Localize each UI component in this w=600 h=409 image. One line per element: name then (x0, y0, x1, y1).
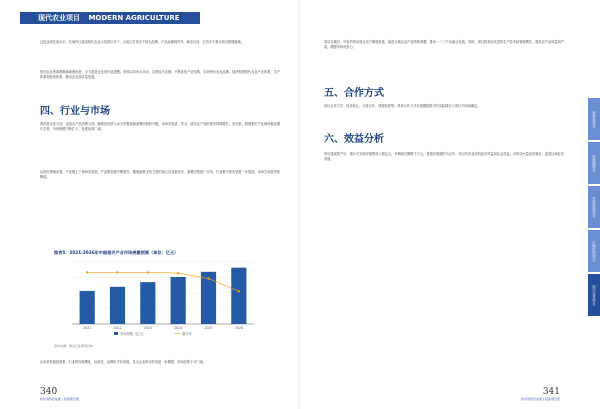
paragraph: 我国是农业大国，也是农产品消费大国。随着居民收入水平的提高和消费结构的升级，市场对优质、安全、绿色农产品的需求持续增长。近年来，我国相关产业保持稳定增长态势，市场规模不断扩大，发展前景广阔。 (40, 122, 280, 131)
section-title: 四、行业与市场 (40, 106, 110, 117)
chart-x-tick: 2025 (204, 326, 213, 330)
chart-x-tick: 2024 (174, 326, 183, 330)
chart-svg (54, 252, 280, 342)
chart-source: 资料来源：相关行业研究机构 (54, 344, 94, 348)
side-tabs (588, 98, 600, 318)
chart-rate-point (177, 272, 179, 274)
chart-rate-point (147, 271, 149, 273)
market-chart (54, 250, 280, 348)
paragraph: 依托农业资源禀赋和地理优势，全力推进农业现代化进程。坚持以市场为导向、以科技为支撑，不断优化产业结构，打造特色农业品牌。加快构建现代农业产业体系、生产体系和经营体系，推动农业高质量发展。 (40, 70, 280, 79)
paragraph: 项目建成投产后，预计可实现年销售收入数亿元，年利润总额数千万元，投资回收期约为五年。项目具有良好的经济效益和社会效益，可带动大量农民就业，促进区域经济发展。 (324, 152, 564, 161)
right-page (300, 0, 600, 409)
chart-legend-label: 增长率 (182, 332, 192, 336)
chart-rate-point (238, 290, 240, 292)
footer-right (521, 387, 560, 401)
side-tab[interactable]: 先进装备项目 (588, 186, 600, 228)
chart-bar (171, 277, 186, 324)
chart-legend-swatch (114, 332, 118, 335)
chart-x-tick: 2023 (143, 326, 152, 330)
footer-left (40, 387, 79, 401)
side-tab[interactable]: 新材料项目 (588, 98, 600, 140)
chart-x-tick: 2026 (234, 326, 243, 330)
paragraph: 从未来发展趋势看，行业将向规模化、标准化、品牌化方向发展，龙头企业带动作用进一步增强，市场前景十分广阔。 (40, 360, 206, 364)
page-number: 341 (542, 387, 560, 397)
chart-rate-point (86, 271, 88, 273)
side-tab[interactable]: 生物医药项目 (588, 230, 600, 272)
chart-rate-point (207, 277, 209, 279)
section-title: 五、合作方式 (324, 88, 384, 99)
chart-bar (140, 282, 155, 324)
footer-text: 哈尔滨科技成果 | 招商项目册 (521, 397, 560, 401)
chart-rate-point (116, 271, 118, 273)
paragraph: 已经达到先进水平。区域内已建成现代农业示范园区多个，目前已打造多个知名品牌，产品远销国内外。截至目前，已有多个重点项目相继落地。 (40, 40, 244, 44)
chart-title: 图表5：2021-2026年中国相关产业市场规模预测（单位：亿元） (54, 250, 179, 255)
section-title: 六、效益分析 (324, 134, 384, 145)
chart-bar (110, 287, 125, 324)
header-title-cn: 现代农业项目 (38, 14, 80, 22)
chart-legend-label: 市场规模（亿元） (120, 332, 146, 336)
footer-text: 哈尔滨科技成果 | 招商项目册 (40, 397, 79, 401)
side-tab-active[interactable]: 现代农业项目 (588, 274, 600, 316)
side-tab[interactable]: 新能源项目 (588, 142, 600, 184)
chart-x-tick: 2022 (113, 326, 122, 330)
page-number: 340 (40, 387, 58, 397)
page-header (20, 12, 200, 24)
paragraph: 项目实施后，可有效带动周边农户增收致富，促进当地农业产业结构调整，推动一二三产业融合发展。同时，项目将采用先进的生产技术和管理模式，提高农产品质量和产量，增强市场竞争力。 (324, 40, 564, 49)
paragraph: 从细分领域来看，产业链上下游协同发展，产品附加值不断提升。随着政策支持力度的加大以及新技术、新模式的推广应用，行业集中度有望进一步提高，市场空间将持续释放。 (40, 170, 280, 179)
chart-bar (231, 268, 246, 324)
paragraph: 项目合作方式：技术转让、合资合作、独资经营等。具体合作方式可根据投资方的实际情况与项目方协商确定。 (324, 104, 481, 108)
header-title-en: MODERN AGRICULTURE (88, 14, 180, 22)
chart-x-tick: 2021 (83, 326, 92, 330)
chart-bar (80, 291, 95, 324)
